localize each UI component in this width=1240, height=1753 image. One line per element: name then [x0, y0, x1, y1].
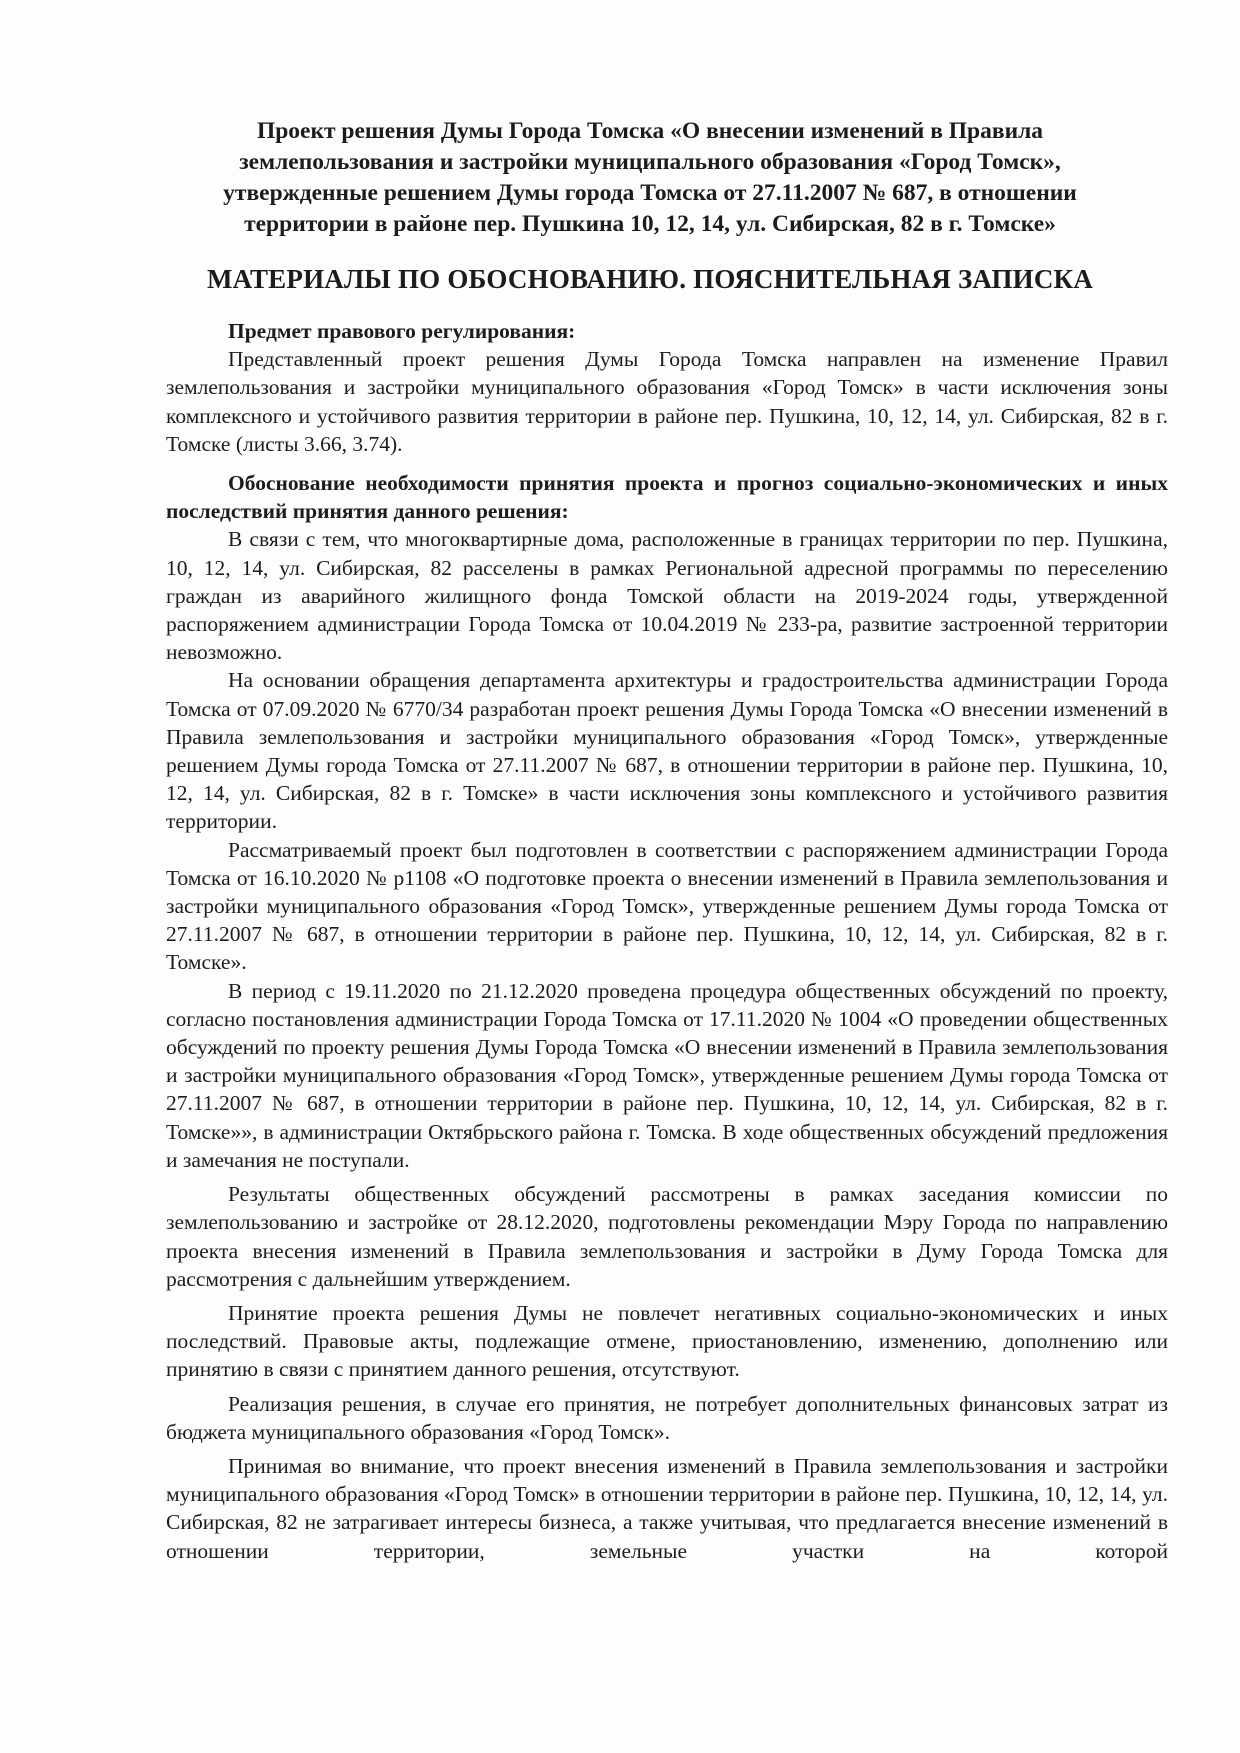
section-heading: МАТЕРИАЛЫ ПО ОБОСНОВАНИЮ. ПОЯСНИТЕЛЬНАЯ ЗАПИСКА	[206, 264, 1094, 294]
subhead-legal-regulation: Предмет правового регулирования:	[228, 319, 576, 343]
document-title: Проект решения Думы Города Томска «О внесении изменений в Правила землепользования и застройки муниципального образования «Город Томск», утвержденные решением Думы города Томска от 27.11.2007 № 687, в отношении территории в районе пер. Пушкина 10, 12, 14, ул. Сибирская, 82 в г. Томске»	[223, 118, 1077, 237]
paragraph: Реализация решения, в случае его принятия, не потребует дополнительных финансовых затрат из бюджета муниципального образования «Город Томск».	[166, 1391, 1168, 1444]
paragraph: В период с 19.11.2020 по 21.12.2020 проведена процедура общественных обсуждений по проекту, согласно постановления администрации Города Томска от 17.11.2020 № 1004 «О проведении общественных обсуждений по проекту решения Думы Города Томска «О внесении изменений в Правила землепользования и застройки муниципального образования «Город Томск», утвержденные решением Думы города Томска от 27.11.2007 № 687, в отношении территории в районе пер. Пушкина, 10, 12, 14, ул. Сибирская, 82 в г. Томске»», в администрации Октябрьского района г. Томска. В ходе общественных обсуждений предложения и замечания не поступали.	[166, 978, 1168, 1172]
document-body	[166, 317, 1168, 1565]
paragraph: Рассматриваемый проект был подготовлен в соответствии с распоряжением администрации Города Томска от 16.10.2020 № р1108 «О подготовке проекта о внесении изменений в Правила землепользования и застройки муниципального образования «Город Томск», утвержденные решением Думы города Томска от 27.11.2007 № 687, в отношении территории в районе пер. Пушкина, 10, 12, 14, ул. Сибирская, 82 в г. Томске».	[166, 837, 1168, 975]
paragraph: Принятие проекта решения Думы не повлечет негативных социально-экономических и иных последствий. Правовые акты, подлежащие отмене, приостановлению, изменению, дополнению или принятию в связи с принятием данного решения, отсутствуют.	[166, 1300, 1168, 1382]
paragraph: Принимая во внимание, что проект внесения изменений в Правила землепользования и застройки муниципального образования «Город Томск» в отношении территории в районе пер. Пушкина, 10, 12, 14, ул. Сибирская, 82 не затрагивает интересы бизнеса, а также учитывая, что предлагается внесение изменений в отношении территории, земельные участки на которой	[166, 1453, 1168, 1563]
paragraph: Результаты общественных обсуждений рассмотрены в рамках заседания комиссии по землепользованию и застройке от 28.12.2020, подготовлены рекомендации Мэру Города по направлению проекта внесения изменений в Правила землепользования и застройки в Думу Города Томска для рассмотрения с дальнейшим утверждением.	[166, 1182, 1168, 1291]
paragraph-legal-regulation: Представленный проект решения Думы Города Томска направлен на изменение Правил землепользования и застройки муниципального образования «Город Томск» в части исключения зоны комплексного и устойчивого развития территории в районе пер. Пушкина, 10, 12, 14, ул. Сибирская, 82 в г. Томске (листы 3.66, 3.74).	[166, 347, 1168, 456]
subhead-justification: Обоснование необходимости принятия проекта и прогноз социально-экономических и иных последствий принятия данного решения:	[166, 471, 1168, 524]
paragraph: На основании обращения департамента архитектуры и градостроительства администрации Города Томска от 07.09.2020 № 6770/34 разработан проект решения Думы Города Томска «О внесении изменений в Правила землепользования и застройки муниципального образования «Город Томск», утвержденные решением Думы города Томска от 27.11.2007 № 687, в отношении территории в районе пер. Пушкина, 10, 12, 14, ул. Сибирская, 82 в г. Томске» в части исключения зоны комплексного и устойчивого развития территории.	[166, 668, 1168, 834]
paragraph: В связи с тем, что многоквартирные дома, расположенные в границах территории по пер. Пушкина, 10, 12, 14, ул. Сибирская, 82 расселены в рамках Региональной адресной программы по переселению граждан из аварийного жилищного фонда Томской области на 2019-2024 годы, утвержденной распоряжением администрации Города Томска от 10.04.2019 № 233-ра, развитие застроенной территории невозможно.	[166, 527, 1168, 665]
